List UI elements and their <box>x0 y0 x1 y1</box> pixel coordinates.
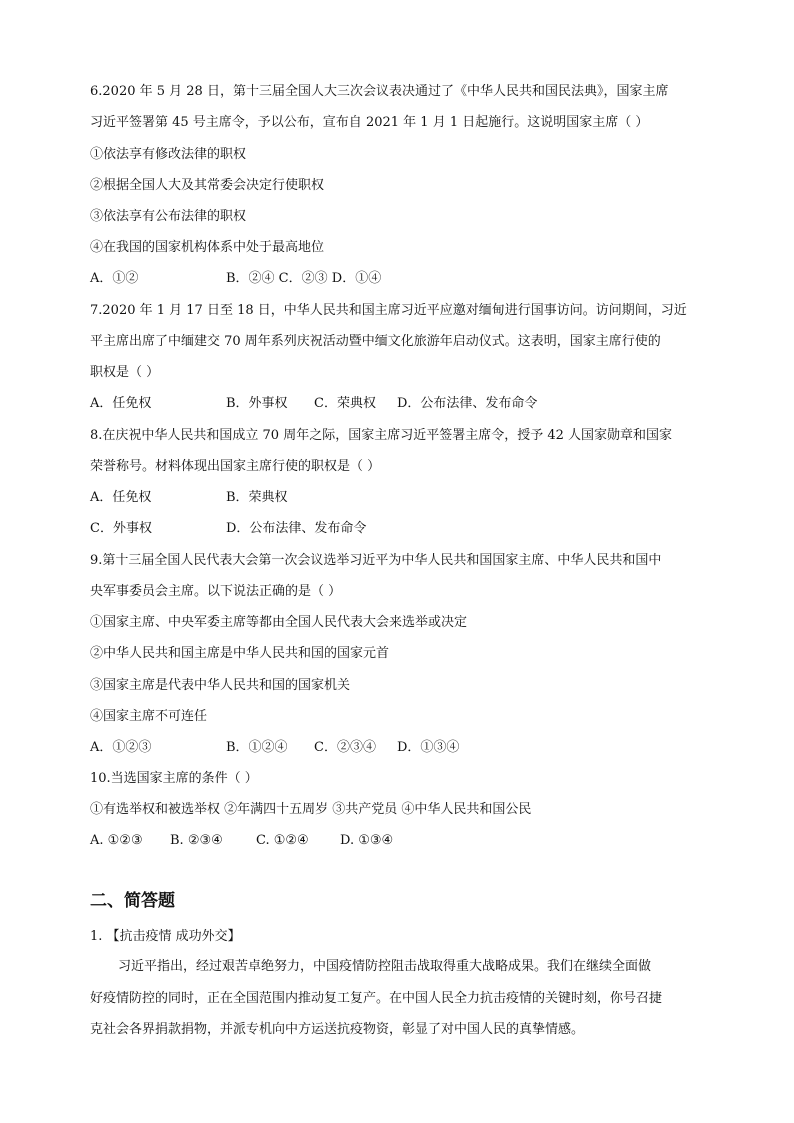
q6-statement-3: ③依法享有公布法律的职权 <box>90 209 247 224</box>
q6-statement-4: ④在我国的国家机构体系中处于最高地位 <box>90 240 325 255</box>
section2-paragraph-line-2: 好疫情防控的同时，正在全国范围内推动复工复产。在中国人民全力抗击疫情的关键时刻，你号召捷 <box>90 991 663 1006</box>
q10-statements: ①有选举权和被选举权 ②年满四十五周岁 ③共产党员 ④中华人民共和国公民 <box>90 802 532 817</box>
q9-option-c: C．②③④ <box>314 740 376 755</box>
section2-paragraph-line-1: 习近平指出，经过艰苦卓绝努力，中国疫情防控阻击战取得重大战略成果。我们在继续全面做 <box>118 959 652 974</box>
q10-option-a: A. ①②③ <box>90 833 143 848</box>
q9-stem-line-1: 9.第十三届全国人民代表大会第一次会议选举习近平为中华人民共和国国家主席、中华人民共和国中 <box>90 553 662 568</box>
section2-paragraph-line-3: 克社会各界捐款捐物，并派专机向中方运送抗疫物资，彰显了对中国人民的真挚情感。 <box>90 1022 585 1037</box>
q10-option-d: D. ①③④ <box>340 833 394 848</box>
q9-option-d: D．①③④ <box>397 740 460 755</box>
section2-q1-heading: 1. 【抗击疫情 成功外交】 <box>90 929 241 944</box>
q9-statement-2: ②中华人民共和国主席是中华人民共和国的国家元首 <box>90 646 390 661</box>
q7-option-c: C．荣典权 <box>314 396 376 411</box>
q7-option-d: D．公布法律、发布命令 <box>397 396 538 411</box>
q6-option-bcd: B．②④ C．②③ D．①④ <box>226 271 382 286</box>
q9-option-b: B．①②④ <box>226 740 288 755</box>
q7-stem-line-2: 平主席出席了中缅建交 70 周年系列庆祝活动暨中缅文化旅游年启动仪式。这表明，国家主席行使的 <box>90 334 661 349</box>
q6-stem-line-1: 6.2020 年 5 月 28 日，第十三届全国人大三次会议表决通过了《中华人民共和国民法典》，国家主席 <box>90 84 669 99</box>
q6-statement-2: ②根据全国人大及其常委会决定行使职权 <box>90 178 325 193</box>
q9-option-a: A．①②③ <box>90 740 152 755</box>
q9-stem-line-2: 央军事委员会主席。以下说法正确的是（ ） <box>90 584 342 599</box>
q7-option-a: A．任免权 <box>90 396 152 411</box>
q8-option-a: A．任免权 <box>90 490 152 505</box>
q9-statement-4: ④国家主席不可连任 <box>90 709 208 724</box>
q8-option-b: B．荣典权 <box>226 490 288 505</box>
q10-stem: 10.当选国家主席的条件（ ） <box>90 771 258 786</box>
q7-stem-line-1: 7.2020 年 1 月 17 日至 18 日，中华人民共和国主席习近平应邀对缅甸进行国事访问。访问期间，习近 <box>90 303 687 318</box>
q8-stem-line-2: 荣誉称号。材料体现出国家主席行使的职权是（ ） <box>90 459 381 474</box>
q6-statement-1: ①依法享有修改法律的职权 <box>90 147 247 162</box>
q10-option-b: B. ②③④ <box>170 833 223 848</box>
q6-option-a: A．①② <box>90 271 139 286</box>
q8-option-c: C．外事权 <box>90 521 152 536</box>
q9-statement-1: ①国家主席、中央军委主席等都由全国人民代表大会来选举或决定 <box>90 615 468 630</box>
q7-stem-line-3: 职权是（ ） <box>90 365 160 380</box>
q6-stem-line-2: 习近平签署第 45 号主席令，予以公布，宣布自 2021 年 1 月 1 日起施行。这说明国家主席（ ） <box>90 115 649 130</box>
q9-statement-3: ③国家主席是代表中华人民共和国的国家机关 <box>90 678 351 693</box>
q7-option-b: B．外事权 <box>226 396 288 411</box>
q8-option-d: D．公布法律、发布命令 <box>226 521 367 536</box>
q8-stem-line-1: 8.在庆祝中华人民共和国成立 70 周年之际，国家主席习近平签署主席令，授予 42 人国家勋章和国家 <box>90 428 673 443</box>
section-title: 二、简答题 <box>90 891 175 911</box>
q10-option-c: C. ①②④ <box>256 833 309 848</box>
